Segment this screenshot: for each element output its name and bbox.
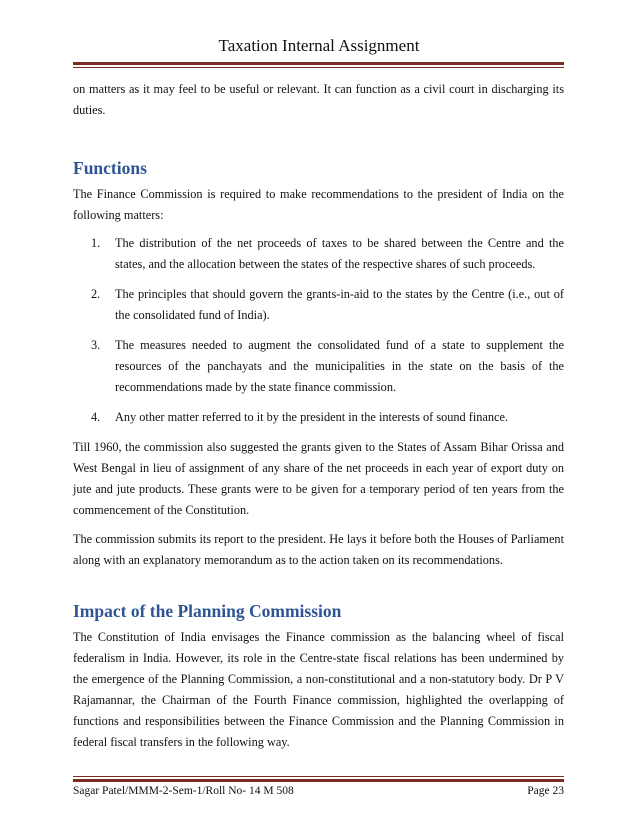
list-item-text: The principles that should govern the grants-in-aid to the states by the Centre (i.e., out of the consolidated fund of India). — [115, 287, 564, 322]
list-item — [73, 233, 564, 275]
page-header-title: Taxation Internal Assignment — [218, 36, 420, 55]
list-item-number: 2. — [91, 287, 101, 301]
header-divider — [73, 62, 564, 68]
impact-paragraph: The Constitution of India envisages the Finance commission as the balancing wheel of fiscal federalism in India. However, its role in the Centre-state fiscal relations has been undermined by the emergence of the Planning Commission, a non-constitutional and a non-statutory body. Dr P V Rajamannar, the Chairman of the Fourth Finance commission, highlighted the overlapping of functions and responsibilities between the Finance Commission and the Planning Commission in federal fiscal transfers in the following way. — [73, 630, 564, 749]
list-item-text: The distribution of the net proceeds of taxes to be shared between the Centre and the states, and the allocation between the states of the respective shares of such proceeds. — [115, 236, 564, 271]
report-paragraph: The commission submits its report to the president. He lays it before both the Houses of Parliament along with an explanatory memorandum as to the action taken on its recommendations. — [73, 532, 564, 567]
grants-paragraph: Till 1960, the commission also suggested the grants given to the States of Assam Bihar Orissa and West Bengal in lieu of assignment of any share of the net proceeds in each year of export duty on jute and jute products. These grants were to be given for a temporary period of ten years from the commencement of the Constitution. — [73, 440, 564, 517]
list-item-number: 3. — [91, 338, 101, 352]
functions-heading: Functions — [73, 158, 147, 178]
page-footer — [73, 785, 564, 797]
footer-divider — [73, 776, 564, 782]
list-item-text: The measures needed to augment the consolidated fund of a state to supplement the resources of the panchayats and the municipalities in the state on the basis of the recommendations made by the state finance commission. — [115, 338, 564, 394]
list-item — [73, 335, 564, 398]
list-item-number: 1. — [91, 236, 101, 250]
list-item-text: Any other matter referred to it by the president in the interests of sound finance. — [115, 410, 509, 424]
footer-author: Sagar Patel/MMM-2-Sem-1/Roll No- 14 M 508 — [73, 785, 294, 797]
list-item — [73, 407, 564, 428]
page-content — [73, 79, 564, 753]
list-item-number: 4. — [91, 410, 101, 424]
functions-lead-paragraph: The Finance Commission is required to make recommendations to the president of India on the following matters: — [73, 187, 564, 222]
page-number: Page 23 — [527, 785, 564, 797]
intro-paragraph: on matters as it may feel to be useful or relevant. It can function as a civil court in discharging its duties. — [73, 82, 564, 117]
impact-heading: Impact of the Planning Commission — [73, 601, 342, 621]
list-item — [73, 284, 564, 326]
functions-list — [73, 233, 564, 428]
